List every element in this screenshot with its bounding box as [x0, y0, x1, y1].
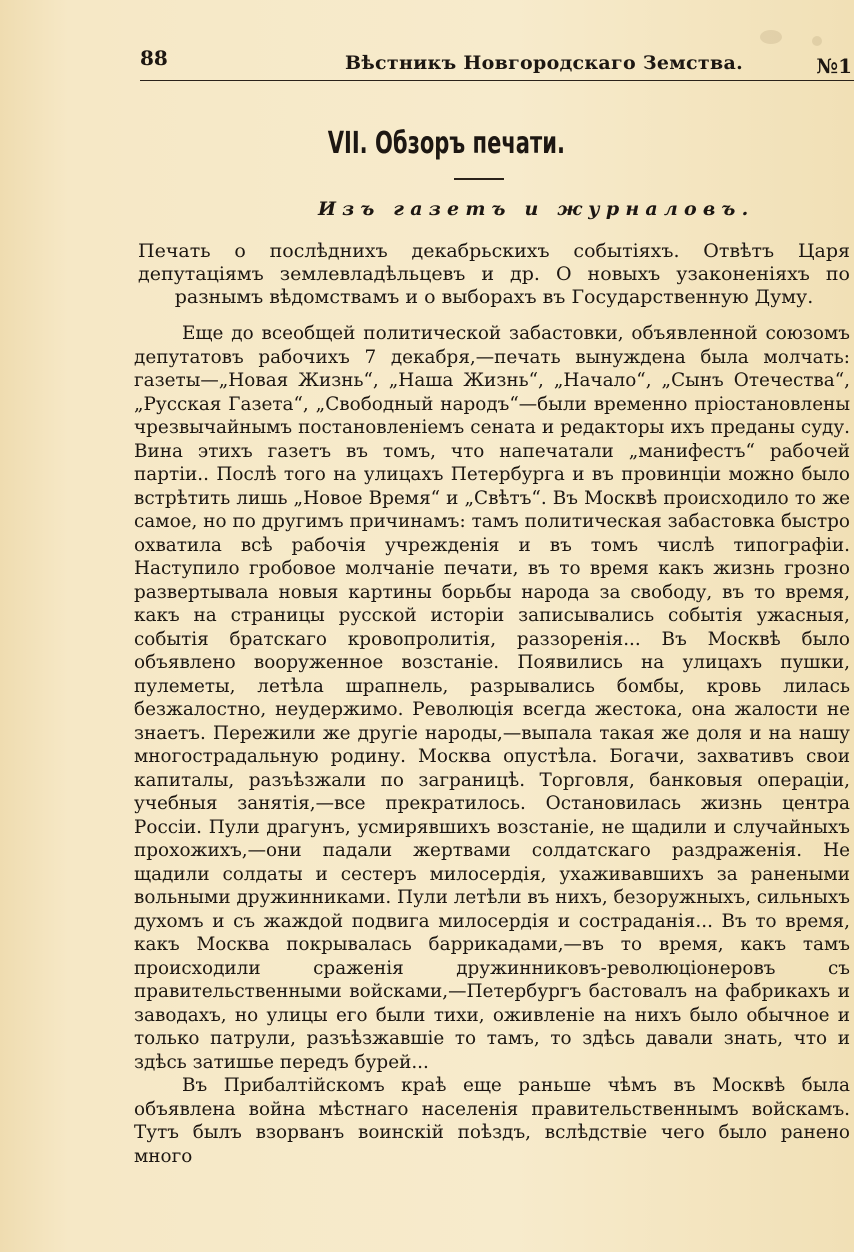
article-body: [134, 322, 850, 1168]
article-summary: Печать о послѣднихъ декабрьскихъ событіяхъ. Отвѣтъ Царя депутаціямъ землевладѣльцевъ и др. О новыхъ узаконеніяхъ по разнымъ вѣдомствамъ и о выборахъ въ Государственную Думу.: [138, 240, 850, 308]
running-title: Вѣстникъ Новгородскаго Земства.: [345, 52, 744, 74]
paper-stain: [812, 36, 822, 46]
paper-stain: [760, 30, 782, 44]
header-rule: [140, 80, 854, 81]
body-paragraph: Еще до всеобщей политической забастовки, объявленной союзомъ депутатовъ рабочихъ 7 декабря,—печать вынуждена была молчать: газеты—„Новая Жизнь“, „Наша Жизнь“, „Начало“, „Сынъ Отечества“, „Русская Газета“, „Свободный народъ“—были временно пріостановлены чрезвычайнымъ постановленіемъ сената и редакторы ихъ преданы суду. Вина этихъ газетъ въ томъ, что напечатали „манифестъ“ рабочей партіи.. Послѣ того на улицахъ Петербурга и въ провинціи можно было встрѣтить лишь „Новое Время“ и „Свѣтъ“. Въ Москвѣ происходило то же самое, но по другимъ причинамъ: тамъ политическая забастовка быстро охватила всѣ рабочія учрежденія и въ томъ числѣ типографіи. Наступило гробовое молчаніе печати, въ то время какъ жизнь грозно развертывала новыя картины борьбы народа за свободу, въ то время, какъ на страницы русской исторіи записывались событія ужасныя, событія братскаго кровопролитія, раззоренія... Въ Москвѣ было объявлено вооруженное возстаніе. Появились на улицахъ пушки, пулеметы, летѣла шрапнель, разрывались бомбы, кровь лилась безжалостно, неудержимо. Революція всегда жестока, она жалости не знаетъ. Пережили же другіе народы,—выпала такая же доля и на нашу многострадальную родину. Москва опустѣла. Богачи, захвативъ свои капиталы, разъѣзжали по заграницѣ. Торговля, банковыя операціи, учебныя занятія,—все прекратилось. Остановилась жизнь центра Россіи. Пули драгунъ, усмирявшихъ возстаніе, не щадили и случайныхъ прохожихъ,—они падали жертвами солдатскаго раздраженія. Не щадили солдаты и сестеръ милосердія, ухаживавшихъ за ранеными вольными дружинниками. Пули летѣли въ нихъ, безоружныхъ, сильныхъ духомъ и съ жаждой подвига милосердія и состраданія... Въ то время, какъ Москва покрывалась баррикадами,—въ то время, какъ тамъ происходили сраженія дружинниковъ-революціонеровъ съ правительственными войсками,—Петербургъ бастовалъ на фабрикахъ и заводахъ, но улицы его были тихи, оживленіе на нихъ было обычное и только патрули, разъѣзжавшіе то тамъ, то здѣсь давали знать, что и здѣсь затишье передъ бурей...: [134, 323, 850, 1073]
section-title: VII. Обзоръ печати.: [327, 126, 565, 161]
issue-number: №1: [816, 54, 852, 78]
body-paragraph: Въ Прибалтійскомъ краѣ еще раньше чѣмъ въ Москвѣ была объявлена война мѣстнаго населенія правительственнымъ войскамъ. Тутъ былъ взорванъ воинскій поѣздъ, вслѣдствіе чего было ранено много: [134, 1075, 850, 1167]
section-subtitle: Изъ газетъ и журналовъ.: [318, 198, 755, 220]
title-divider: [454, 178, 504, 180]
page-number: 88: [140, 46, 168, 70]
